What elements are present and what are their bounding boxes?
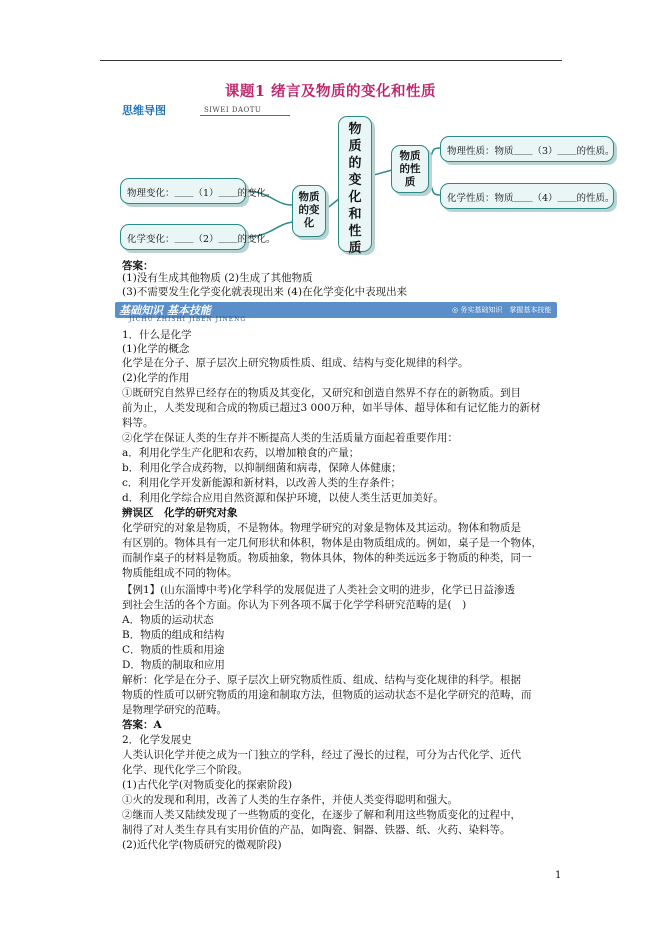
center-char: 质 — [348, 241, 362, 256]
center-char: 变 — [348, 173, 362, 188]
body-line: ②化学在保证人类的生存并不断提高人类的生活质量方面起着重要作用： — [122, 432, 458, 444]
physical-change-text: 物理变化：＿＿（1）＿＿的变化。 — [127, 188, 276, 199]
center-char: 和 — [348, 207, 362, 222]
body-line: 料等。 — [122, 417, 154, 429]
body-line: 有区别的。物体具有一定几何形状和体积，物体是由物质组成的。例如，桌子是一个物体， — [122, 537, 542, 549]
body-line: 物质能组成不同的物体。 — [122, 567, 238, 579]
body-line: ②继而人类又陆续发现了一些物质的变化，在逐步了解和利用这些物质变化的过程中， — [122, 809, 521, 821]
mindmap-logo: 思维导图 — [122, 104, 166, 117]
chemical-property-box — [440, 183, 614, 209]
body-line: ①火的发现和利用，改善了人类的生存条件，并使人类变得聪明和强大。 — [122, 794, 458, 806]
answers-label: 答案： — [122, 260, 154, 272]
chemical-change-text: 化学变化：＿＿（2）＿＿的变化。 — [127, 234, 276, 245]
body-line: A．物质的运动状态 — [122, 614, 214, 626]
body-line: 【例1】(山东淄博中考)化学科学的发展促进了人类社会文明的进步，化学已日益渗透 — [122, 584, 515, 596]
banner-title: 基础知识 基本技能 — [119, 304, 211, 317]
page-number: 1 — [555, 870, 562, 881]
banner-note: ◎ 务实基础知识 掌握基本技能 — [452, 306, 552, 314]
body-line: 解析：化学是在分子、原子层次上研究物质性质、组成、结构与变化规律的科学。根据 — [122, 674, 521, 686]
body-line: 1．什么是化学 — [122, 329, 192, 341]
page-title: 课题1 绪言及物质的变化和性质 — [224, 83, 437, 100]
body-line: 前为止，人类发现和合成的物质已超过3 000万种，如半导体、超导体和有记忆能力的新材 — [122, 402, 541, 414]
body-line: 人类认识化学并使之成为一门独立的学科，经过了漫长的过程，可分为古代化学、近代 — [122, 749, 521, 761]
center-char: 质 — [348, 139, 362, 154]
body-line-answer: 答案：A — [122, 719, 162, 731]
body-line: ①既研究自然界已经存在的物质及其变化，又研究和创造自然界不存在的新物质。到目 — [122, 387, 521, 399]
body-line: c．利用化学开发新能源和新材料，以改善人类的生存条件； — [122, 477, 401, 489]
body-line: (2)化学的作用 — [122, 372, 190, 384]
body-line: (2)近代化学(物质研究的微观阶段) — [122, 839, 282, 851]
center-char: 性 — [348, 224, 362, 239]
physical-property-text: 物理性质：物质＿＿（3）＿＿的性质。 — [447, 146, 615, 157]
mindmap-subtitle: SIWEI DAOTU — [204, 106, 262, 114]
property-node-line: 物质 — [399, 150, 421, 162]
body-line-heading: 辨误区 化学的研究对象 — [122, 507, 238, 519]
body-line: 化学、现代化学三个阶段。 — [122, 764, 248, 776]
body-line: a．利用化学生产化肥和农药，以增加粮食的产量； — [122, 447, 360, 459]
change-node-line: 的变 — [298, 204, 320, 216]
chemical-change-box — [120, 224, 276, 250]
answer-line: (1)没有生成其他物质 (2)生成了其他物质 — [122, 272, 313, 284]
body-line: d．利用化学综合应用自然资源和保护环境，以使人类生活更加美好。 — [122, 492, 444, 504]
center-char: 化 — [348, 190, 362, 205]
body-line: 2．化学发展史 — [122, 734, 192, 746]
property-node-line: 的性 — [399, 163, 421, 175]
body-line: C．物质的性质和用途 — [122, 644, 225, 656]
center-char: 物 — [348, 122, 362, 137]
body-line: B．物质的组成和结构 — [122, 629, 225, 641]
body-line: (1)古代化学(对物质变化的探索阶段) — [122, 779, 293, 791]
body-line: (1)化学的概念 — [122, 343, 190, 355]
answer-line: (3)不需要发生化学变化就表现出来 (4)在化学变化中表现出来 — [122, 286, 408, 298]
banner-subtitle: JICHU ZHISHI JIBEN JINENG — [129, 316, 247, 323]
change-node-line: 物质 — [298, 191, 320, 203]
body-line: 到社会生活的各个方面。你认为下列各项不属于化学学科研究范畴的是( ) — [122, 599, 467, 611]
body-line: 而制作桌子的材料是物质。物质抽象，物体具体，物体的种类远远多于物质的种类，同一 — [122, 552, 532, 564]
physical-change-box — [120, 178, 276, 204]
chemical-property-text: 化学性质：物质＿＿（4）＿＿的性质。 — [447, 193, 615, 204]
property-node-line: 质 — [404, 176, 416, 188]
body-line: 物质的性质可以研究物质的用途和制取方法，但物质的运动状态不是化学研究的范畴，而 — [122, 689, 532, 701]
body-line: 制得了对人类生存具有实用价值的产品，如陶瓷、铜器、铁器、纸、火药、染料等。 — [122, 824, 511, 836]
body-line: 化学研究的对象是物质，不是物体。物理学研究的对象是物体及其运动。物体和物质是 — [122, 522, 521, 534]
body-line: b．利用化学合成药物，以抑制细菌和病毒，保障人体健康； — [122, 462, 402, 474]
mindmap-property-node — [391, 145, 429, 193]
mindmap-change-node — [292, 185, 326, 237]
mindmap-connectors — [0, 0, 661, 260]
physical-property-box — [440, 136, 614, 162]
change-node-line: 化 — [303, 217, 315, 229]
body-line: D．物质的制取和应用 — [122, 659, 225, 671]
mindmap-center-node — [338, 116, 372, 256]
center-char: 的 — [348, 156, 362, 171]
body-line: 是物理学研究的范畴。 — [122, 704, 227, 716]
body-line: 化学是在分子、原子层次上研究物质性质、组成、结构与变化规律的科学。 — [122, 357, 469, 369]
